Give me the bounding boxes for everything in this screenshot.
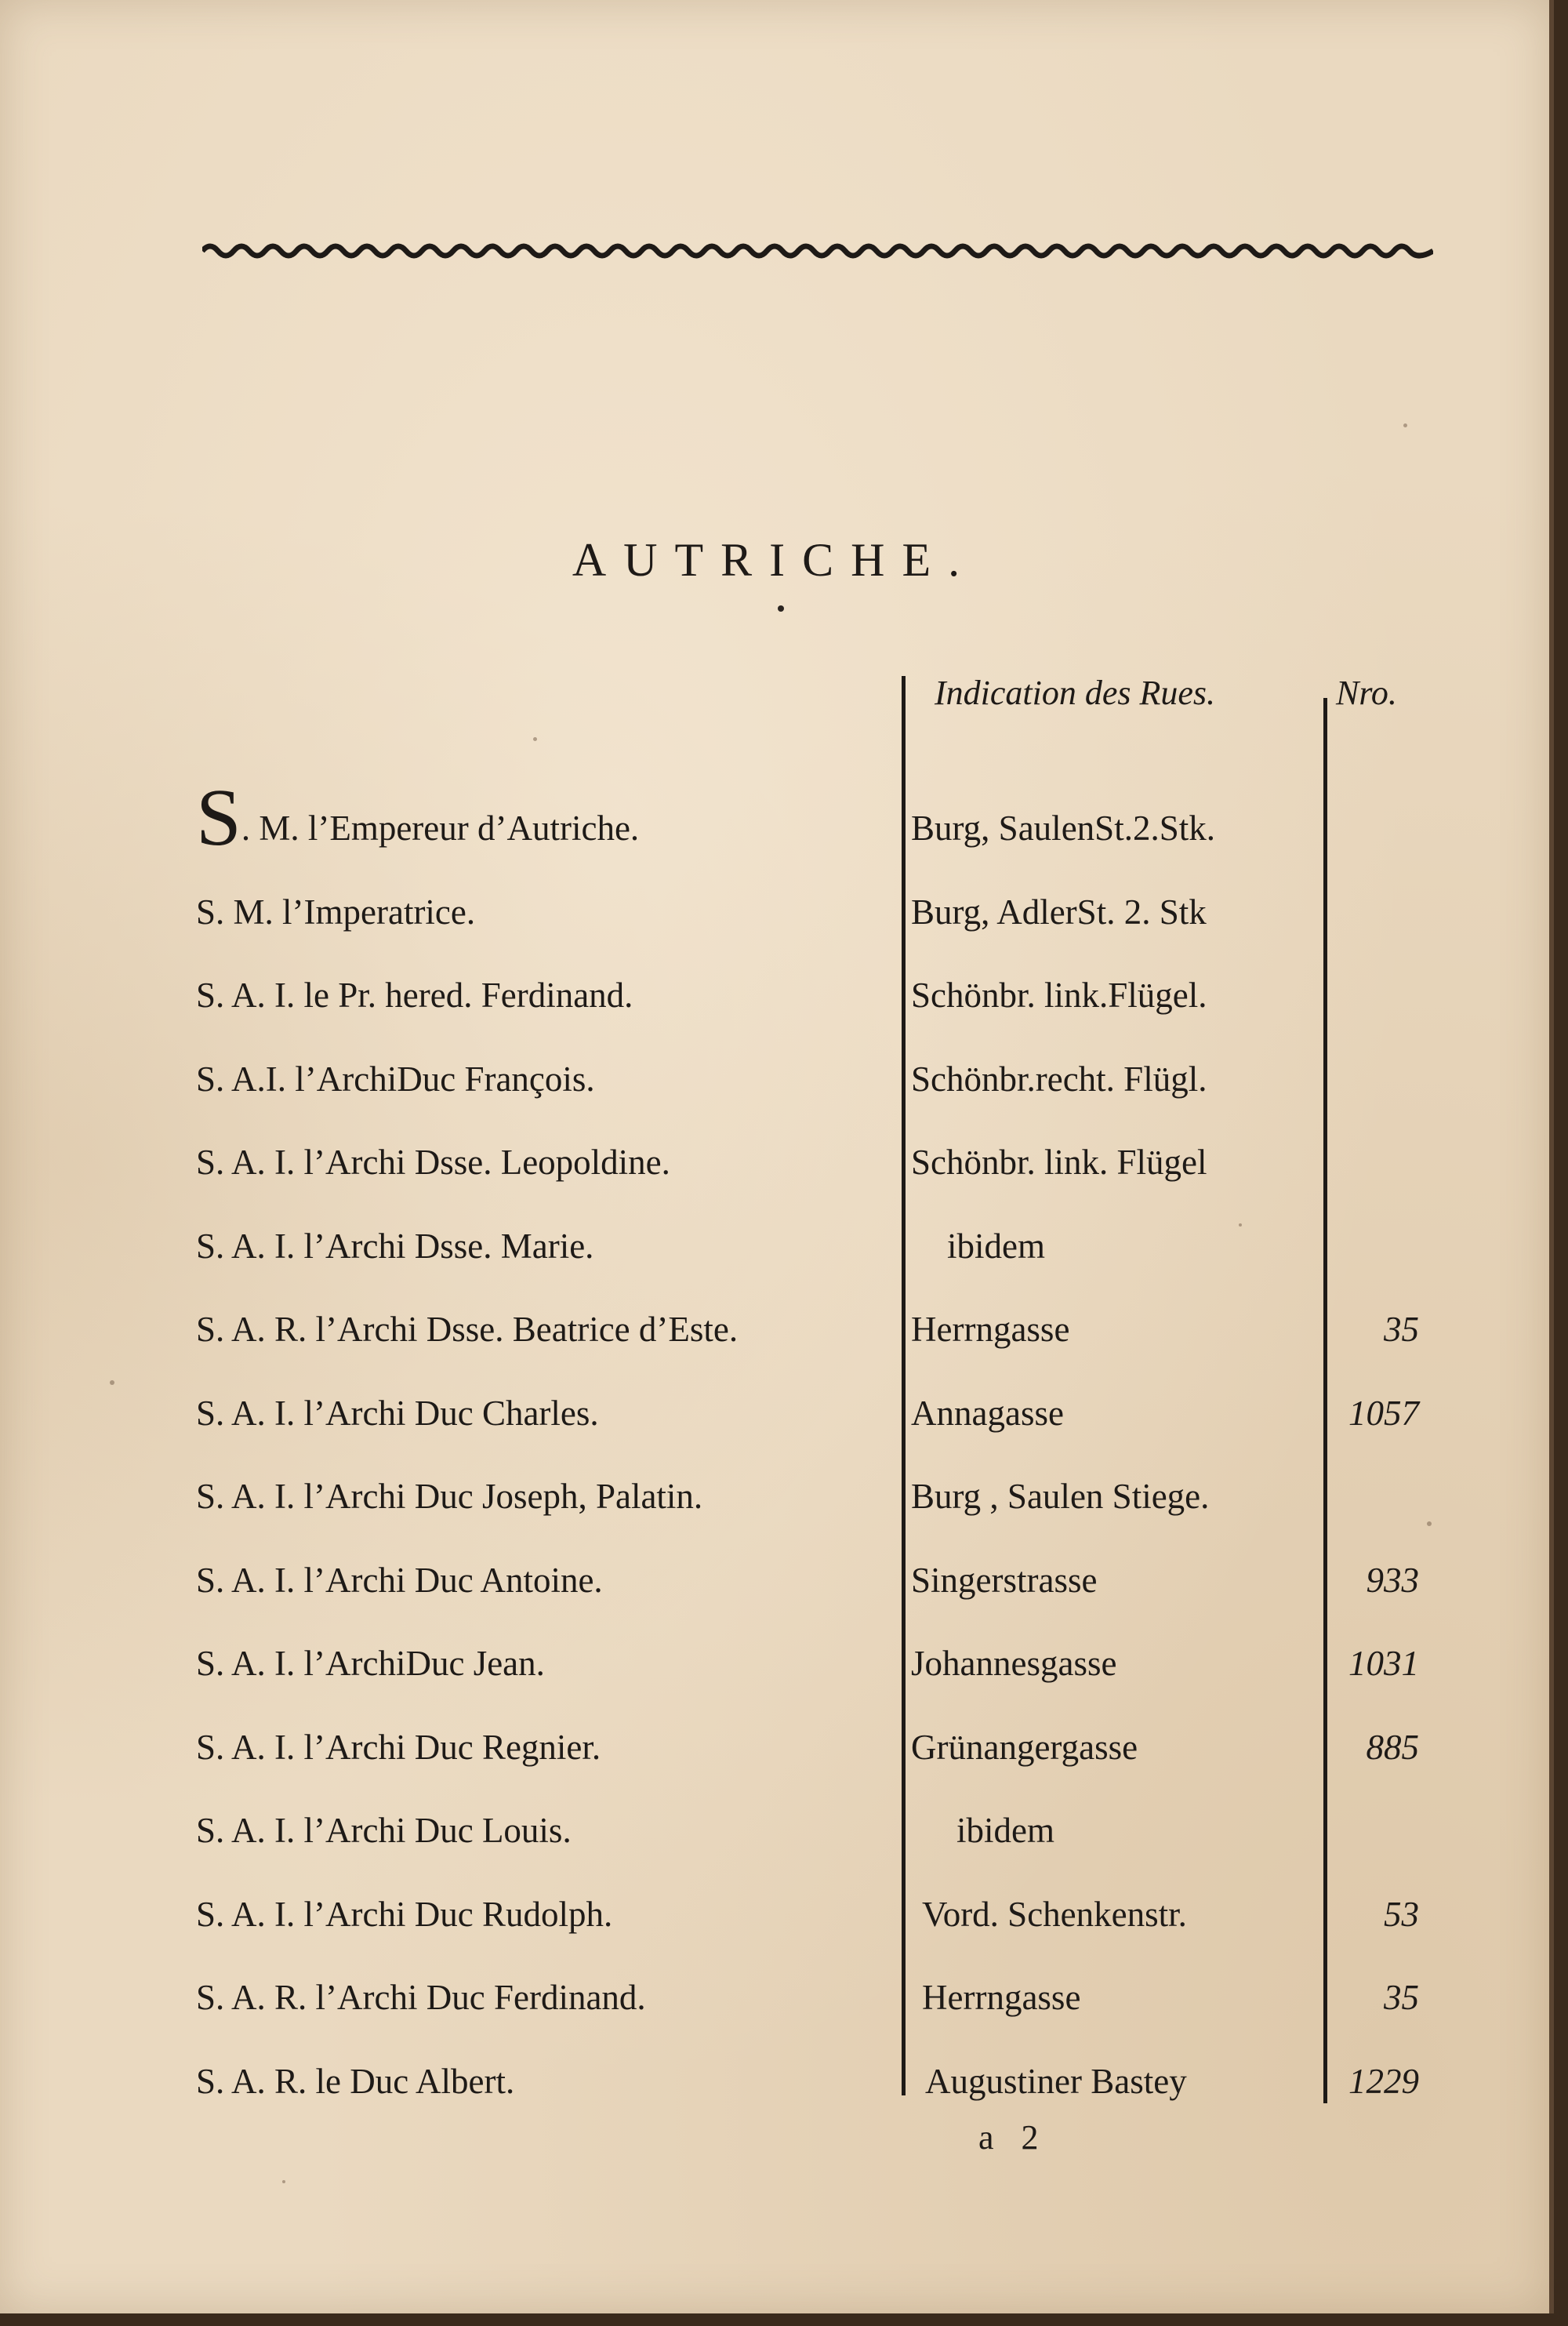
table-row	[0, 1875, 1549, 1959]
table-row	[0, 1791, 1549, 1875]
person-name: S. A. R. l’Archi Duc Ferdinand.	[196, 1978, 646, 2017]
person-name: S. A. I. l’Archi Dsse. Marie.	[196, 1226, 594, 1266]
person-name: S. A. I. l’Archi Duc Regnier.	[196, 1727, 601, 1767]
person-name: S. A. I. l’Archi Duc Rudolph.	[196, 1894, 613, 1934]
table-row	[0, 1958, 1549, 2042]
person-name: S. A.I. l’ArchiDuc François.	[196, 1059, 595, 1099]
paper-speck	[282, 2180, 285, 2183]
paper-speck	[1403, 423, 1407, 427]
house-number: 1229	[1348, 2061, 1419, 2101]
paper-speck	[110, 1380, 114, 1385]
street-address: Schönbr.recht. Flügl.	[911, 1059, 1207, 1099]
person-name: S. A. I. l’Archi Dsse. Leopoldine.	[196, 1143, 670, 1182]
house-number: 53	[1384, 1894, 1419, 1934]
street-address: Schönbr. link.Flügel.	[911, 976, 1207, 1015]
table-row	[0, 1708, 1549, 1792]
column-header-number: Nro.	[1336, 674, 1397, 712]
street-address: Annagasse	[911, 1393, 1064, 1433]
person-name: S. M. l’Empereur d’Autriche.	[196, 772, 640, 863]
house-number: 1057	[1348, 1393, 1419, 1433]
person-name: S. A. I. l’Archi Duc Antoine.	[196, 1560, 603, 1600]
street-address: Herrngasse	[922, 1978, 1081, 2017]
street-address: Burg, SaulenSt.2.Stk.	[911, 809, 1215, 848]
person-name: S. A. I. l’Archi Duc Charles.	[196, 1393, 599, 1433]
page-title: AUTRICHE.	[572, 534, 978, 586]
table-row	[0, 873, 1549, 957]
street-address: Grünangergasse	[911, 1727, 1138, 1767]
person-name: S. A. I. l’Archi Duc Louis.	[196, 1811, 572, 1850]
paper-speck	[533, 737, 537, 741]
address-table	[0, 772, 1549, 2125]
street-address: Vord. Schenkenstr.	[922, 1894, 1187, 1934]
house-number: 885	[1366, 1727, 1419, 1767]
table-row	[0, 1207, 1549, 1291]
table-row	[0, 1457, 1549, 1541]
house-number: 35	[1384, 1978, 1419, 2017]
person-name: S. M. l’Imperatrice.	[196, 892, 476, 932]
house-number: 35	[1384, 1310, 1419, 1349]
paper-speck	[1427, 1521, 1432, 1526]
person-name: S. A. R. le Duc Albert.	[196, 2061, 515, 2101]
street-address: Singerstrasse	[911, 1560, 1098, 1600]
street-address: ibidem	[956, 1811, 1054, 1850]
person-name: S. A. I. le Pr. hered. Ferdinand.	[196, 976, 633, 1015]
street-address: Herrngasse	[911, 1310, 1070, 1349]
signature-mark: a 2	[978, 2118, 1048, 2157]
street-address: Burg , Saulen Stiege.	[911, 1477, 1210, 1516]
street-address: Johannesgasse	[911, 1644, 1117, 1683]
table-row	[0, 1541, 1549, 1625]
paper-speck	[1239, 1223, 1242, 1227]
street-address: Burg, AdlerSt. 2. Stk	[911, 892, 1207, 932]
column-header-street: Indication des Rues.	[935, 674, 1216, 712]
house-number: 933	[1366, 1560, 1419, 1600]
table-row	[0, 1290, 1549, 1374]
person-name: S. A. R. l’Archi Dsse. Beatrice d’Este.	[196, 1310, 739, 1349]
table-row	[0, 2042, 1549, 2126]
table-row	[0, 772, 1549, 873]
table-row	[0, 956, 1549, 1040]
person-name: S. A. I. l’Archi Duc Joseph, Palatin.	[196, 1477, 703, 1516]
street-address: ibidem	[947, 1226, 1045, 1266]
table-row	[0, 1624, 1549, 1708]
table-row	[0, 1040, 1549, 1124]
street-address: Augustiner Bastey	[925, 2061, 1187, 2101]
drop-initial: S	[196, 772, 241, 863]
person-name: S. A. I. l’ArchiDuc Jean.	[196, 1644, 545, 1683]
title-dot	[778, 605, 784, 612]
table-row	[0, 1123, 1549, 1207]
street-address: Schönbr. link. Flügel	[911, 1143, 1207, 1182]
table-row	[0, 1374, 1549, 1458]
decorative-rule	[202, 240, 1433, 262]
house-number: 1031	[1348, 1644, 1419, 1683]
